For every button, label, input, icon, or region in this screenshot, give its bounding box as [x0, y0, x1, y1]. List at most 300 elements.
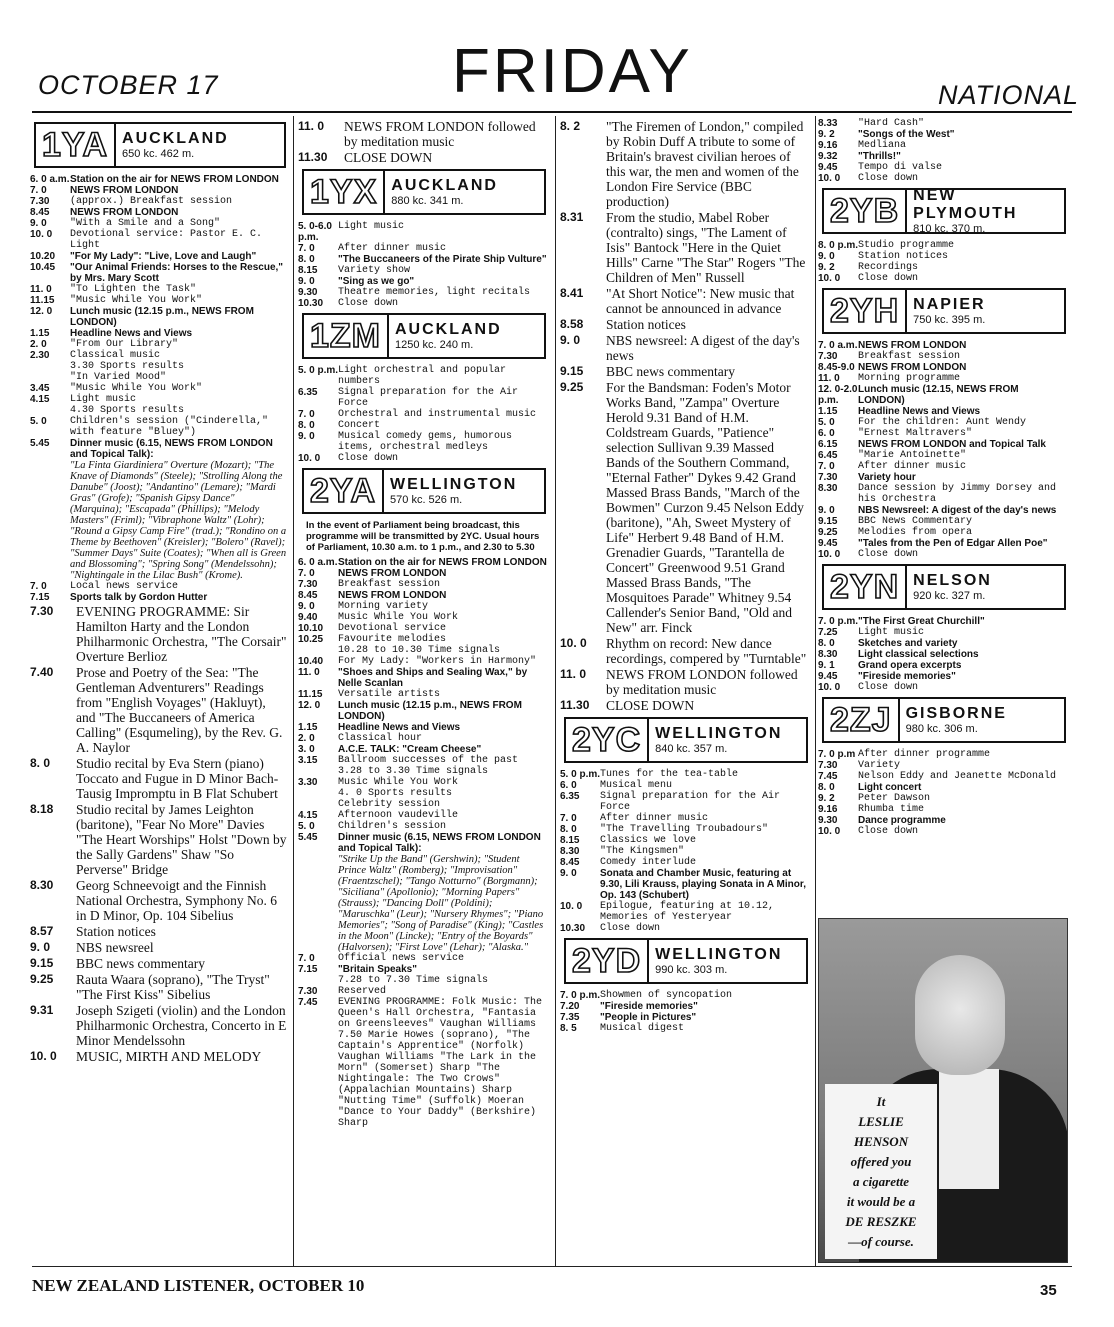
program-entry	[30, 383, 292, 394]
program-title: (approx.) Breakfast session	[70, 196, 233, 207]
program-title: EVENING PROGRAMME: Sir Hamilton Harty and the London Philharmonic Orchestra, "The Corsair" Overture Berlioz	[76, 604, 287, 664]
program-title: NEWS FROM LONDON	[338, 590, 447, 601]
program-title: After dinner music	[600, 813, 709, 824]
program-entry	[30, 1003, 292, 1048]
program-time: 3.30	[298, 777, 318, 788]
program-title: Musical comedy gems, humorous items, orchestral medleys	[338, 431, 513, 453]
program-title: Close down	[858, 549, 919, 560]
program-entry	[560, 923, 814, 934]
program-time: 10.10	[298, 623, 324, 634]
program-entry	[298, 645, 552, 656]
program-time: 10. 0	[818, 826, 841, 837]
program-entry	[298, 854, 552, 953]
program-title: "For My Lady": "Live, Love and Laugh"	[70, 251, 257, 262]
station-header-2yh	[822, 288, 1066, 334]
program-time: 10. 0	[818, 549, 841, 560]
program-title: Grand opera excerpts	[858, 660, 962, 671]
program-time: 4.15	[30, 394, 50, 405]
program-entry	[298, 821, 552, 832]
program-entry	[298, 298, 552, 309]
program-time: 8. 2	[560, 119, 581, 133]
program-time: 9. 2	[818, 129, 835, 140]
station-header-2ya	[302, 468, 546, 514]
program-list-2yd-earlier	[818, 118, 1072, 184]
program-time: 9.16	[818, 140, 838, 151]
program-title: 7.28 to 7.30 Time signals	[338, 975, 489, 986]
parliament-notice: In the event of Parliament being broadcast, this programme will be transmitted by 2YC. Usual hours of Parliament, 10.30 a.m. to 1 p.m., and 2.30 to 5.30	[306, 520, 540, 553]
program-title: Epilogue, featuring at 10.12, Memories of Yesteryear	[600, 901, 775, 923]
program-title: "Strike Up the Band" (Gershwin); "Student Prince Waltz" (Romberg); "Improvisation" (Fraentzschel); "Tango Notturno" (Borgmann); "Siciliana" (Apollonio); "Morning Papers" (Strauss); "Dancing Doll" (Poldini); "Maruschka" (Leur); "Nursery Rhymes"; "Piano Memories"; "Song of Paradise" (King); "Castles in the Moon" (Lincke); "Entry of the Boyards" (Halvorsen); "First Love" (Lehar); "Alaska."	[338, 854, 544, 953]
program-time: 2. 0	[30, 339, 47, 350]
program-time: 11. 0	[30, 284, 52, 295]
program-time: 10. 0	[30, 1049, 57, 1063]
program-entry	[298, 409, 552, 420]
program-title: NEWS FROM LONDON	[70, 185, 179, 196]
program-entry	[818, 749, 1072, 760]
program-title: Light music	[70, 394, 137, 405]
header-rule	[32, 111, 1072, 113]
program-list-2yd	[560, 990, 814, 1034]
program-entry	[818, 505, 1072, 516]
program-entry	[30, 756, 292, 801]
program-time: 8.58	[560, 317, 584, 331]
program-title: Studio recital by Eva Stern (piano) Toccato and Fugue in D Minor Bach-Tausig Impromptu in B Flat Schubert	[76, 756, 279, 801]
program-time: 7.45	[818, 771, 838, 782]
program-entry	[30, 218, 292, 229]
program-title: 3.30 Sports results	[70, 361, 185, 372]
program-entry	[298, 689, 552, 700]
program-time: 7. 0	[30, 185, 47, 196]
program-time: 7.40	[30, 665, 54, 679]
program-entry	[30, 956, 292, 971]
program-time: 9. 0	[818, 505, 835, 516]
program-time: 10. 0	[298, 453, 321, 464]
program-time: 11. 0	[560, 667, 587, 681]
program-time	[298, 788, 338, 799]
advert-figure-face	[915, 955, 1005, 1075]
program-entry	[818, 162, 1072, 173]
program-entry	[298, 744, 552, 755]
program-time: 8.15	[560, 835, 580, 846]
program-entry	[818, 627, 1072, 638]
program-time: 9.16	[818, 804, 838, 815]
program-time: 6. 0 a.m.	[298, 557, 338, 568]
station-logo: 1ZM	[304, 315, 389, 357]
program-entry	[30, 460, 292, 581]
footer-rule	[32, 1266, 1072, 1267]
program-time: 3. 0	[298, 744, 315, 755]
program-title: Medliana	[858, 140, 907, 151]
program-title: Dance programme	[858, 815, 946, 826]
program-time: 10. 0	[818, 173, 841, 184]
program-time: 8.57	[30, 924, 54, 938]
program-time: 9.30	[298, 287, 318, 298]
program-time: 8.45	[560, 857, 580, 868]
program-time: 10. 0	[560, 901, 583, 912]
advert-text	[825, 1084, 937, 1259]
program-time: 9.25	[30, 972, 54, 986]
program-entry	[818, 549, 1072, 560]
program-title: A.C.E. TALK: "Cream Cheese"	[338, 744, 482, 755]
program-entry	[298, 667, 552, 689]
program-entry	[30, 394, 292, 405]
program-time: 7. 0	[30, 581, 47, 592]
program-title: Theatre memories, light recitals	[338, 287, 531, 298]
program-title: NEWS FROM LONDON	[858, 340, 967, 351]
program-entry	[818, 362, 1072, 373]
program-entry	[818, 140, 1072, 151]
program-time: 10.25	[298, 634, 324, 645]
program-title: Rhythm on record: New dance recordings, compered by "Turntable"	[606, 636, 807, 666]
program-entry	[560, 636, 814, 666]
program-list-1yx	[298, 221, 552, 309]
program-title: Devotional service: Pastor E. C. Light	[70, 229, 263, 251]
program-entry	[560, 868, 814, 901]
program-time: 7.30	[818, 472, 838, 483]
program-entry	[298, 453, 552, 464]
station-frequency: 840 kc. 357 m.	[655, 743, 728, 755]
program-title: Close down	[600, 923, 661, 934]
program-title: Variety hour	[858, 472, 916, 483]
column-divider	[293, 116, 294, 1266]
station-frequency: 1250 kc. 240 m.	[395, 339, 474, 351]
program-time: 6.35	[298, 387, 318, 398]
program-list-1ya	[30, 174, 292, 1064]
program-entry	[298, 431, 552, 453]
program-title: Children's session ("Cinderella," with feature "Bluey")	[70, 416, 269, 438]
program-title: "Thrills!"	[858, 151, 901, 162]
program-time: 7.30	[30, 604, 54, 618]
program-entry	[30, 350, 292, 361]
program-title: Studio recital by James Leighton (baritone), "Fear No More" Davies "The Heart Worships" Holst "Down by the Sally Gardens" Shaw "So Perverse" Bridge	[76, 802, 287, 877]
program-entry	[818, 439, 1072, 450]
program-time: 7. 0	[560, 813, 577, 824]
program-title: "Britain Speaks"	[338, 964, 417, 975]
program-entry	[818, 340, 1072, 351]
program-title: Close down	[858, 173, 919, 184]
program-title: "The Buccaneers of the Pirate Ship Vulture"	[338, 254, 547, 265]
program-time: 8.15	[298, 265, 318, 276]
program-title: Peter Dawson	[858, 793, 931, 804]
program-entry	[30, 438, 292, 460]
program-title: "Fireside memories"	[858, 671, 956, 682]
program-title: Station on the air for NEWS FROM LONDON	[338, 557, 547, 568]
station-header-1ya	[34, 122, 286, 168]
program-time: 9. 2	[818, 793, 835, 804]
program-entry	[818, 151, 1072, 162]
program-time: 5. 0 p.m.	[560, 769, 601, 780]
program-time: 1.15	[30, 328, 50, 339]
program-time: 11.30	[298, 150, 328, 164]
program-time: 10. 0	[560, 636, 587, 650]
program-entry	[30, 405, 292, 416]
program-title: After dinner music	[338, 243, 447, 254]
program-entry	[30, 328, 292, 339]
program-entry	[298, 119, 552, 149]
program-title: "With a Smile and a Song"	[70, 218, 221, 229]
column-divider	[555, 116, 556, 1266]
program-time: 5. 0 p.m.	[298, 365, 339, 376]
program-time: 9. 1	[818, 660, 835, 671]
program-title: Light music	[338, 221, 405, 232]
program-entry	[298, 254, 552, 265]
program-title: Variety show	[338, 265, 411, 276]
program-title: NBS newsreel: A digest of the day's news	[606, 333, 800, 363]
program-title: Close down	[338, 453, 399, 464]
program-entry	[298, 755, 552, 766]
program-entry	[30, 1049, 292, 1064]
program-entry	[818, 826, 1072, 837]
program-title: NEWS FROM LONDON followed by meditation music	[606, 667, 798, 697]
program-title: Lunch music (12.15 p.m., NEWS FROM LONDON)	[338, 700, 522, 722]
program-time: 2. 0	[298, 733, 315, 744]
program-time: 8. 5	[560, 1023, 577, 1034]
program-title: From the studio, Mabel Rober (contralto) sings, "The Lament of Isis" Bantock "Here in the Quiet Hills" Carne "The Star" Rogers "The Children of Men" Russell	[606, 210, 806, 285]
program-time: 6.45	[818, 450, 838, 461]
program-entry	[30, 185, 292, 196]
program-time: 5. 0	[298, 821, 315, 832]
program-time	[298, 854, 338, 953]
advert-line: LESLIE	[858, 1114, 904, 1129]
program-title: NEWS FROM LONDON	[70, 207, 179, 218]
program-time: 10.20	[30, 251, 56, 262]
program-title: Orchestral and instrumental music	[338, 409, 537, 420]
program-title: Musical digest	[600, 1023, 685, 1034]
program-title: Lunch music (12.15 p.m., NEWS FROM LONDON)	[70, 306, 254, 328]
program-time: 11.15	[298, 689, 323, 700]
program-title: Headline News and Views	[338, 722, 461, 733]
program-entry	[298, 997, 552, 1129]
program-title: "Songs of the West"	[858, 129, 955, 140]
program-time: 8.30	[818, 483, 838, 494]
program-time: 10.45	[30, 262, 56, 273]
program-entry	[818, 538, 1072, 549]
program-time: 9.40	[298, 612, 318, 623]
program-title: Celebrity session	[338, 799, 441, 810]
advert-line: HENSON	[853, 1134, 909, 1149]
program-time: 8. 0	[30, 756, 51, 770]
station-header-2yn	[822, 564, 1066, 610]
program-title: "The Kingsmen"	[600, 846, 685, 857]
program-title: Music While You Work	[338, 777, 459, 788]
program-title: "Hard Cash"	[858, 118, 925, 129]
program-title: "Music While You Work"	[70, 295, 203, 306]
program-time: 9.15	[818, 516, 838, 527]
station-city: AUCKLAND	[391, 177, 498, 194]
program-entry	[818, 638, 1072, 649]
station-city: WELLINGTON	[390, 476, 518, 493]
program-title: Sports talk by Gordon Hutter	[70, 592, 208, 603]
program-time: 9. 0	[30, 218, 47, 229]
program-time: 8.30	[818, 649, 838, 660]
program-entry	[30, 604, 292, 664]
program-title: Sonata and Chamber Music, featuring at 9.30, Lili Krauss, playing Sonata in A Minor, Op. 143 (Schubert)	[600, 868, 806, 901]
program-title: NEWS FROM LONDON followed by meditation music	[344, 119, 536, 149]
program-entry	[30, 295, 292, 306]
program-time: 10. 0	[818, 273, 841, 284]
program-title: EVENING PROGRAMME: Folk Music: The Queen's Hall Orchestra, "Fantasia on Greensleeves" Vaughan Williams 7.50 Marie Howes (soprano), "The Captain's Apprentice" (Norfolk) Vaughan Williams "The Lark in the Morn" (Somerset) Sharp "The Nightingale: The Two Crows" (Appalachian Mountains) Sharp "Nutting Time" (Suffolk) Moeran "Dance to Your Daddy" (Berkshire) Sharp	[338, 997, 543, 1129]
program-title: Lunch music (12.15, NEWS FROM LONDON)	[858, 384, 1019, 406]
program-time: 7.30	[818, 351, 838, 362]
program-entry	[30, 802, 292, 877]
program-list-1ya-continued	[298, 119, 552, 165]
program-entry	[298, 832, 552, 854]
program-time: 7. 0 p.m.	[818, 616, 859, 627]
program-entry	[30, 196, 292, 207]
program-title: NEWS FROM LONDON	[858, 362, 967, 373]
station-header-2yb	[822, 188, 1066, 234]
program-entry	[818, 760, 1072, 771]
program-title: Close down	[858, 826, 919, 837]
program-title: Melodies from opera	[858, 527, 973, 538]
program-entry	[818, 660, 1072, 671]
program-time: 1.15	[818, 406, 838, 417]
program-title: 4. 0 Sports results	[338, 788, 453, 799]
program-time: 3.45	[30, 383, 50, 394]
station-city: AUCKLAND	[122, 130, 229, 147]
header-day: FRIDAY	[452, 37, 693, 106]
station-city: NEW PLYMOUTH	[913, 187, 1018, 222]
program-entry	[30, 372, 292, 383]
program-time: 7. 0	[298, 568, 315, 579]
program-entry	[30, 339, 292, 350]
program-entry	[298, 590, 552, 601]
program-time: 10. 0	[30, 229, 53, 240]
program-entry	[818, 428, 1072, 439]
program-time: 4.15	[298, 810, 318, 821]
advert-line: —of course.	[848, 1234, 914, 1249]
program-entry	[818, 516, 1072, 527]
program-entry	[818, 417, 1072, 428]
program-title: MUSIC, MIRTH AND MELODY	[76, 1049, 262, 1064]
page-number: 35	[1040, 1282, 1057, 1299]
program-time: 8. 0	[818, 782, 835, 793]
advert-line: it would be a	[846, 1194, 916, 1209]
program-time	[298, 645, 338, 656]
program-title: "Ernest Maltravers"	[858, 428, 973, 439]
station-frequency: 750 kc. 395 m.	[913, 314, 986, 326]
footer-publication: NEW ZEALAND LISTENER, OCTOBER 10	[32, 1276, 365, 1295]
program-entry	[818, 815, 1072, 826]
program-time: 2.30	[30, 350, 50, 361]
program-time: 5.45	[298, 832, 318, 843]
program-title: Tempo di valse	[858, 162, 943, 173]
program-time: 9.15	[560, 364, 584, 378]
column-2	[298, 118, 552, 1262]
program-title: Sketches and variety	[858, 638, 958, 649]
program-time: 6. 0 a.m.	[30, 174, 70, 185]
program-entry	[298, 221, 552, 243]
station-city: WELLINGTON	[655, 946, 783, 963]
program-entry	[30, 940, 292, 955]
program-title: "Sing as we go"	[338, 276, 415, 287]
program-list-1zm	[298, 365, 552, 464]
station-logo: 2YC	[566, 719, 649, 761]
program-title: 4.30 Sports results	[70, 405, 185, 416]
program-entry	[818, 771, 1072, 782]
advert-line: It	[876, 1094, 886, 1109]
station-frequency: 810 kc. 370 m.	[913, 223, 986, 235]
program-title: CLOSE DOWN	[606, 698, 695, 713]
program-list-2yn	[818, 616, 1072, 693]
program-time: 7. 0	[818, 461, 835, 472]
program-title: CLOSE DOWN	[344, 150, 433, 165]
program-time: 9.25	[818, 527, 838, 538]
program-title: "Fireside memories"	[600, 1001, 698, 1012]
program-title: BBC news commentary	[76, 956, 205, 971]
program-entry	[298, 276, 552, 287]
program-time	[30, 405, 70, 416]
program-time: 6.15	[818, 439, 838, 450]
program-time: 10. 0	[818, 682, 841, 693]
program-entry	[30, 665, 292, 755]
program-time: 7.30	[298, 986, 318, 997]
program-entry	[298, 612, 552, 623]
program-title: Favourite melodies	[338, 634, 447, 645]
program-entry	[298, 601, 552, 612]
program-title: "Shoes and Ships and Sealing Wax," by Nelle Scanlan	[338, 667, 528, 689]
program-title: NBS Newsreel: A digest of the day's news	[858, 505, 1057, 516]
program-entry	[298, 634, 552, 645]
program-title: Concert	[338, 420, 381, 431]
program-time: 8.30	[30, 878, 54, 892]
program-entry	[298, 150, 552, 165]
station-logo: 1YX	[304, 171, 385, 213]
program-time: 9. 0	[818, 251, 835, 262]
program-entry	[298, 387, 552, 409]
program-list-2yc	[560, 769, 814, 934]
program-title: Classical music	[70, 350, 161, 361]
program-list-2ya	[298, 557, 552, 1129]
program-title: Joseph Szigeti (violin) and the London Philharmonic Orchestra, Concerto in E Minor Mendelssohn	[76, 1003, 287, 1048]
program-title: Georg Schneevoigt and the Finnish National Orchestra, Symphony No. 6 in D Minor, Op. 104 Sibelius	[76, 878, 277, 923]
station-city: AUCKLAND	[395, 321, 502, 338]
program-entry	[818, 118, 1072, 129]
column-3	[560, 118, 814, 1262]
program-entry	[298, 810, 552, 821]
program-time: 9.45	[818, 162, 838, 173]
program-entry	[818, 262, 1072, 273]
station-logo: 2YB	[824, 190, 907, 232]
program-entry	[818, 671, 1072, 682]
program-title: "From Our Library"	[70, 339, 179, 350]
program-time: 11.15	[30, 295, 55, 306]
program-entry	[560, 990, 814, 1001]
program-time: 9.45	[818, 538, 838, 549]
advert-figure-shirt	[939, 1069, 999, 1189]
program-title: "To Lighten the Task"	[70, 284, 197, 295]
station-frequency: 920 kc. 327 m.	[913, 590, 986, 602]
program-entry	[298, 986, 552, 997]
program-title: Dance session by Jimmy Dorsey and his Orchestra	[858, 483, 1057, 505]
program-title: For My Lady: "Workers in Harmony"	[338, 656, 537, 667]
program-entry	[30, 174, 292, 185]
program-title: Station on the air for NEWS FROM LONDON	[70, 174, 279, 185]
program-entry	[30, 229, 292, 251]
program-entry	[560, 846, 814, 857]
program-title: "At Short Notice": New music that cannot be announced in advance	[606, 286, 795, 316]
program-time: 9. 0	[298, 276, 315, 287]
program-entry	[298, 722, 552, 733]
program-entry	[560, 1001, 814, 1012]
program-time: 5.45	[30, 438, 50, 449]
program-time: 1.15	[298, 722, 318, 733]
program-entry	[30, 581, 292, 592]
program-entry	[560, 119, 814, 209]
program-title: Morning variety	[338, 601, 429, 612]
program-title: "Our Animal Friends: Horses to the Rescue," by Mrs. Mary Scott	[70, 262, 284, 284]
program-time: 11.30	[560, 698, 590, 712]
